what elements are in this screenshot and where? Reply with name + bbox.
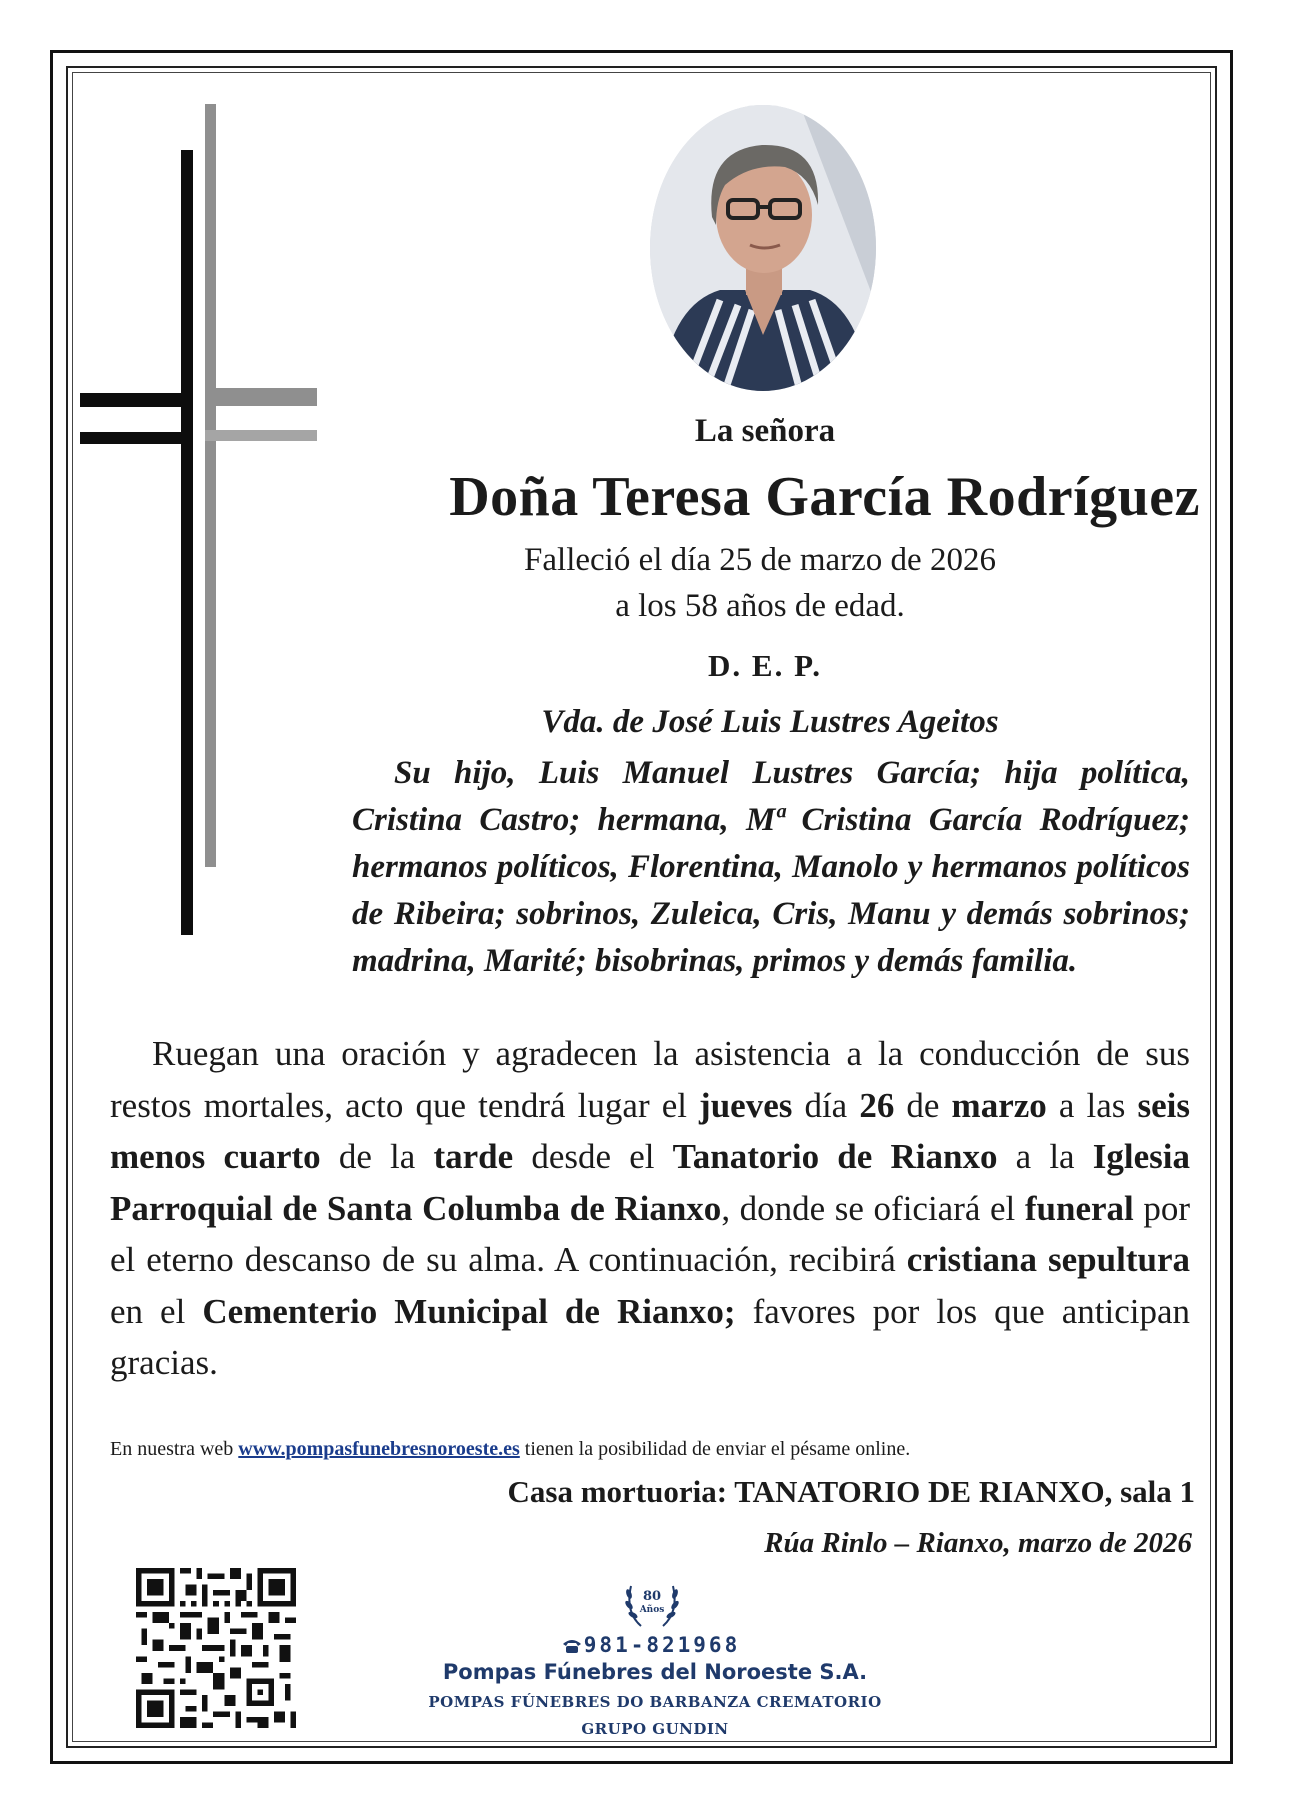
cross-black-vertical bbox=[181, 150, 193, 935]
web-note-before: En nuestra web bbox=[110, 1438, 239, 1460]
body-bold: Iglesia Parroquial de Santa Columba de Rianxo bbox=[110, 1137, 1190, 1228]
body-bold: marzo bbox=[951, 1085, 1047, 1125]
body-text: Ruegan una oración y agradecen la asistencia a la conducción de sus restos mortales, acto que tendrá lugar el bbox=[110, 1034, 1190, 1125]
body-bold: Cementerio Municipal de Rianxo; bbox=[202, 1291, 736, 1331]
body-bold: 26 bbox=[859, 1085, 895, 1125]
web-note-after: tienen la posibilidad de enviar el pésame online. bbox=[519, 1438, 911, 1460]
family-text: Su hijo, Luis Manuel Lustres García; hija política, Cristina Castro; hermana, Mª Cristina García Rodríguez; hermanos políticos, Florentina, Manolo y hermanos políticos de Ribeira; sobrinos, Zuleica, Cris, Manu y demás sobrinos; madrina, Marité; bisobrinas, primos y demás familia. bbox=[352, 755, 1190, 979]
body-text: a las bbox=[1046, 1085, 1138, 1125]
widow-line: Vda. de José Luis Lustres Ageitos bbox=[541, 704, 999, 740]
body-bold: funeral bbox=[1024, 1188, 1134, 1228]
cross-gray-horizontal bbox=[205, 388, 317, 406]
cross-black-horizontal bbox=[80, 393, 193, 407]
phone-text: 981-821968 bbox=[583, 1633, 741, 1657]
body-text: de bbox=[894, 1085, 952, 1125]
body-text: desde el bbox=[513, 1137, 673, 1176]
body-bold: tarde bbox=[433, 1137, 514, 1176]
deceased-name: Doña Teresa García Rodríguez bbox=[449, 466, 1200, 528]
body-text: de la bbox=[320, 1137, 434, 1176]
company-group: GRUPO GUNDIN bbox=[581, 1720, 729, 1738]
body-bold: jueves bbox=[699, 1085, 793, 1125]
website-link[interactable]: www.pompasfunebresnoroeste.es bbox=[238, 1438, 520, 1460]
phone-icon bbox=[562, 1638, 582, 1654]
dep-text: D. E. P. bbox=[708, 648, 822, 683]
web-note bbox=[110, 1438, 910, 1461]
salutation: La señora bbox=[694, 413, 836, 449]
age: a los 58 años de edad. bbox=[615, 588, 905, 624]
body-text: favores por los que anticipan gracias. bbox=[110, 1291, 1190, 1382]
body-text: por el eterno descanso de su alma. A continuación, recibirá bbox=[110, 1188, 1191, 1279]
laurel-badge-icon bbox=[621, 1572, 683, 1634]
cross-gray-horizontal-lower bbox=[205, 430, 317, 441]
badge-word: Años bbox=[639, 1605, 665, 1615]
body-text: en el bbox=[110, 1291, 203, 1331]
place-date: Rúa Rinlo – Rianxo, marzo de 2026 bbox=[764, 1527, 1192, 1559]
funeral-home: Casa mortuoria: TANATORIO DE RIANXO, sala 1 bbox=[507, 1474, 1195, 1509]
phone-number[interactable] bbox=[540, 1633, 762, 1657]
body-text: día bbox=[792, 1085, 860, 1125]
cross-black-horizontal-lower bbox=[80, 432, 193, 444]
body-bold: seis menos cuarto bbox=[110, 1085, 1190, 1176]
badge-number: 80 bbox=[642, 1589, 662, 1604]
body-text: , donde se oficiará el bbox=[721, 1188, 1025, 1228]
portrait-photo bbox=[650, 105, 876, 391]
qr-code[interactable] bbox=[136, 1568, 296, 1728]
death-date: Falleció el día 25 de marzo de 2026 bbox=[524, 542, 996, 578]
company-name: Pompas Fúnebres del Noroeste S.A. bbox=[442, 1660, 868, 1684]
cross-gray-vertical bbox=[205, 104, 216, 867]
ceremony-text bbox=[110, 1028, 1190, 1389]
body-bold: Tanatorio de Rianxo bbox=[672, 1137, 998, 1176]
company-subtitle: POMPAS FÚNEBRES DO BARBANZA CREMATORIO bbox=[428, 1693, 882, 1711]
body-text: a la bbox=[997, 1137, 1093, 1176]
body-bold: cristiana sepultura bbox=[906, 1240, 1190, 1279]
